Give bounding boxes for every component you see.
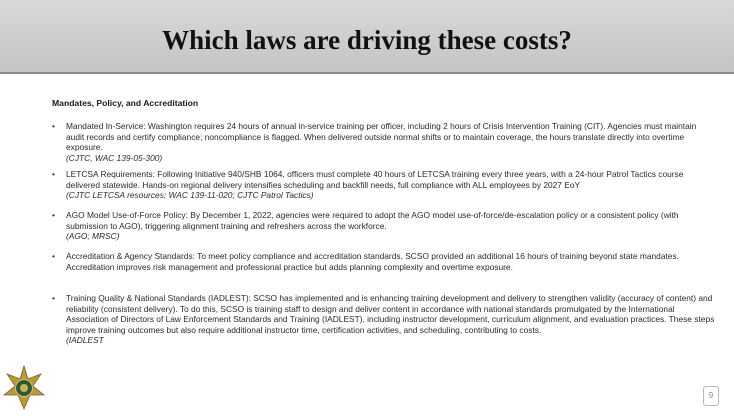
bullet-marker: • [52,169,55,179]
bullet-citation: (CJTC, WAC 139-05-300) [66,152,163,163]
bullet-body [66,251,716,272]
bullet-body [66,293,716,346]
bullet-citation: (CJTC LETCSA resources; WAC 139-11-020; CJTC Patrol Tactics) [66,190,314,201]
bullet-citation: (AGO; MRSC) [66,231,120,242]
section-heading: Mandates, Policy, and Accreditation [52,98,199,108]
bullet-marker: • [52,121,55,131]
bullet-marker: • [52,293,55,303]
bullet-text: AGO Model Use-of-Force Policy: By December 1, 2022, agencies were required to adopt the AGO model use-of-force/de-escalation policy or a consistent policy (with submission to AGO), triggering alignment training and refreshers across the workforce. [66,210,679,231]
slide-title: Which laws are driving these costs? [162,25,572,55]
bullet-citation: (IADLEST [66,335,104,346]
bullet-text: Mandated In-Service: Washington requires 24 hours of annual in-service training per officer, including 2 hours of Crisis Intervention Training (CIT). Agencies must maintain audit records and certify compliance; noncompliance is flagged. When delivered outside normal shifts or to maintain coverage, the hours translate directly into overtime exposure. [66,121,697,153]
bullet-text: Accreditation & Agency Standards: To meet policy compliance and accreditation standards, SCSO provided an additional 16 hours of training beyond state mandates. Accreditation improves risk management and professional practice but adds planning complexity and overtime exposure. [66,251,679,272]
bullet-marker: • [52,210,55,220]
bullet-body [66,121,716,163]
bullet-body [66,169,716,201]
sheriff-star-badge-icon [2,364,46,412]
page-number: 9 [703,386,719,406]
bullet-marker: • [52,251,55,261]
bullet-text: Training Quality & National Standards (IADLEST): SCSO has implemented and is enhancing training development and delivery to strengthen validity (accuracy of content) and reliability (consistent delivery). To do this, SCSO is training staff to design and deliver content in accordance with national standards promulgated by the International Association of Directors of Law Enforcement Standards and Training (IADLEST), including instructor development, curriculum alignment, and evaluation practices. These steps improve training outcomes but also require additional instructor time, certification activities, and scheduling, contributing to costs. [66,293,715,335]
bullet-text: LETCSA Requirements: Following Initiative 940/SHB 1064, officers must complete 40 hours of LETCSA training every three years, with a 24-hour Patrol Tactics course delivered statewide. Hands-on regional delivery intensifies scheduling and backfill needs, full compliance with ALL employees by 2027 EoY [66,169,684,190]
bullet-body [66,210,716,242]
